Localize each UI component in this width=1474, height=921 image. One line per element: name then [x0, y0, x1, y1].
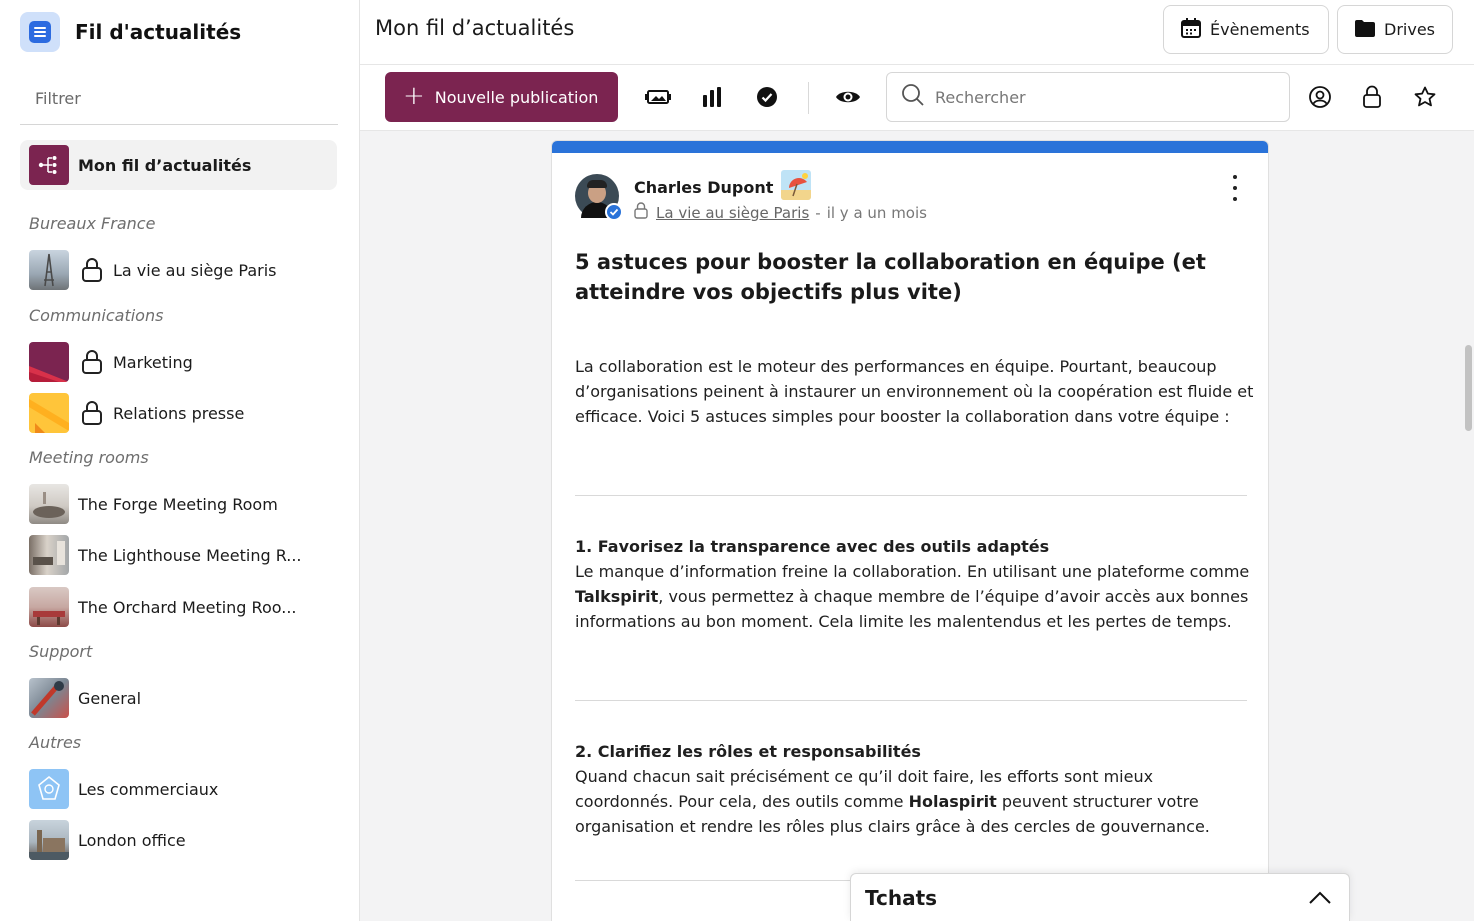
- space-thumbnail: [29, 250, 69, 290]
- avatar[interactable]: [575, 174, 619, 218]
- section-title: Communications: [29, 306, 164, 325]
- post-intro: La collaboration est le moteur des performances en équipe. Pourtant, beaucoup d’organisations peinent à instaurer un environnement où la coopération est fluide et efficace. Voici 5 astuces simples pour booster la collaboration dans votre équipe :: [575, 357, 1254, 426]
- drives-label: Drives: [1384, 20, 1435, 39]
- feed-icon: [29, 145, 69, 185]
- sidebar-item-label: La vie au siège Paris: [113, 260, 277, 280]
- post-title: 5 astuces pour booster la collaboration en équipe (et atteindre vos objectifs plus vite): [575, 250, 1206, 304]
- events-label: Évènements: [1210, 20, 1310, 39]
- space-thumbnail: [29, 535, 69, 575]
- filter-input[interactable]: Filtrer: [20, 80, 338, 125]
- tip-title: 1. Favorisez la transparence avec des outils adaptés: [575, 537, 1050, 556]
- tip-bold: Talkspirit: [575, 587, 659, 606]
- lock-icon: [81, 257, 103, 283]
- sidebar-item-the-lighthouse-meeting-room[interactable]: [29, 535, 302, 575]
- space-thumbnail: [29, 587, 69, 627]
- toolbar: [360, 65, 1474, 131]
- toolbar-divider: [808, 82, 809, 114]
- scrollbar[interactable]: [1465, 345, 1472, 431]
- sidebar-item-label: Marketing: [113, 352, 193, 372]
- search-icon: [901, 83, 925, 111]
- sidebar-item-label: The Lighthouse Meeting R...: [78, 545, 302, 565]
- lock-icon: [81, 349, 103, 375]
- space-thumbnail: [29, 393, 69, 433]
- sidebar-item-the-orchard-meeting-room[interactable]: [29, 587, 297, 627]
- chevron-up-icon[interactable]: [1307, 888, 1333, 908]
- divider: [575, 495, 1247, 496]
- new-post-button[interactable]: [385, 72, 618, 122]
- tip-bold: Holaspirit: [908, 792, 997, 811]
- sidebar-item-relations-presse[interactable]: [29, 393, 244, 433]
- check-circle-icon[interactable]: [753, 83, 781, 111]
- events-button[interactable]: [1163, 5, 1329, 54]
- feed-area: [360, 131, 1474, 921]
- section-title: Bureaux France: [29, 214, 156, 233]
- tip-text: peuvent structurer votre organisation et rendre les rôles plus clairs grâce à des cercles de gouvernance.: [575, 792, 1210, 836]
- drives-button[interactable]: [1337, 5, 1453, 54]
- section-title: Autres: [29, 733, 82, 752]
- space-thumbnail: [29, 820, 69, 860]
- tip-title: 2. Clarifiez les rôles et responsabilités: [575, 742, 921, 761]
- sidebar-item-the-forge-meeting-room[interactable]: [29, 484, 278, 524]
- space-thumbnail: [29, 342, 69, 382]
- sidebar-item-label: Relations presse: [113, 403, 245, 423]
- sidebar: [0, 0, 360, 921]
- eye-icon[interactable]: [834, 83, 862, 111]
- tip-text: , vous permettez à chaque membre de l’équipe d’avoir accès aux bonnes informations au bon moment. Cela limite les malentendus et les pertes de temps.: [575, 587, 1249, 631]
- space-thumbnail: [29, 678, 69, 718]
- tip-text: Quand chacun sait précisément ce qu’il doit faire, les efforts sont mieux coordonnés. Pour cela, des outils comme: [575, 767, 1154, 811]
- user-circle-icon[interactable]: [1306, 83, 1334, 111]
- beach-icon: [781, 170, 811, 200]
- plus-icon: +: [403, 81, 425, 111]
- sidebar-item-label: Mon fil d’actualités: [78, 155, 252, 175]
- post-author: [575, 174, 927, 223]
- sidebar-item-general[interactable]: [29, 678, 141, 718]
- sidebar-item-label: The Forge Meeting Room: [78, 494, 278, 514]
- sidebar-item-label: The Orchard Meeting Roo...: [78, 597, 297, 617]
- space-link[interactable]: La vie au siège Paris: [656, 203, 810, 222]
- tip-text: Le manque d’information freine la collaboration. En utilisant une plateforme comme: [575, 562, 1250, 581]
- sidebar-item-label: General: [78, 688, 142, 708]
- verified-icon: [605, 203, 623, 221]
- chat-title: Tchats: [865, 885, 938, 910]
- meta-separator: -: [815, 203, 821, 222]
- lock-icon[interactable]: [1358, 83, 1386, 111]
- sidebar-item-marketing[interactable]: [29, 342, 193, 382]
- tip-1: [575, 534, 1255, 634]
- section-title: Meeting rooms: [29, 448, 149, 467]
- lock-icon: [634, 202, 648, 223]
- tip-2: [575, 739, 1255, 839]
- sidebar-item-my-feed[interactable]: [20, 140, 337, 190]
- page-title: Mon fil d’actualités: [375, 16, 575, 40]
- folder-icon: [1354, 18, 1376, 42]
- divider: [575, 700, 1247, 701]
- section-title: Support: [29, 642, 93, 661]
- star-icon[interactable]: [1411, 83, 1439, 111]
- sidebar-item-label: London office: [78, 830, 186, 850]
- search-field[interactable]: [886, 72, 1290, 122]
- app-header: [20, 12, 241, 52]
- sidebar-item-label: Les commerciaux: [78, 779, 219, 799]
- kebab-icon[interactable]: [1232, 175, 1238, 201]
- list-icon: [20, 12, 60, 52]
- post-card: [551, 140, 1269, 921]
- sidebar-item-les-commerciaux[interactable]: [29, 769, 218, 809]
- space-thumbnail: [29, 484, 69, 524]
- sidebar-item-la-vie-au-siege-paris[interactable]: [29, 250, 276, 290]
- chart-icon[interactable]: [698, 83, 726, 111]
- post-accent-bar: [552, 141, 1268, 153]
- sidebar-item-london-office[interactable]: [29, 820, 186, 860]
- post-time: il y a un mois: [826, 203, 927, 222]
- app-title: Fil d'actualités: [75, 20, 242, 44]
- lock-icon: [81, 400, 103, 426]
- search-input[interactable]: [935, 88, 1275, 107]
- chat-dock[interactable]: [850, 873, 1350, 921]
- space-thumbnail: [29, 769, 69, 809]
- photo-icon[interactable]: [644, 83, 672, 111]
- new-post-label: Nouvelle publication: [434, 87, 599, 107]
- author-name[interactable]: Charles Dupont: [634, 177, 774, 197]
- calendar-icon: [1180, 17, 1202, 43]
- top-bar: [360, 0, 1474, 65]
